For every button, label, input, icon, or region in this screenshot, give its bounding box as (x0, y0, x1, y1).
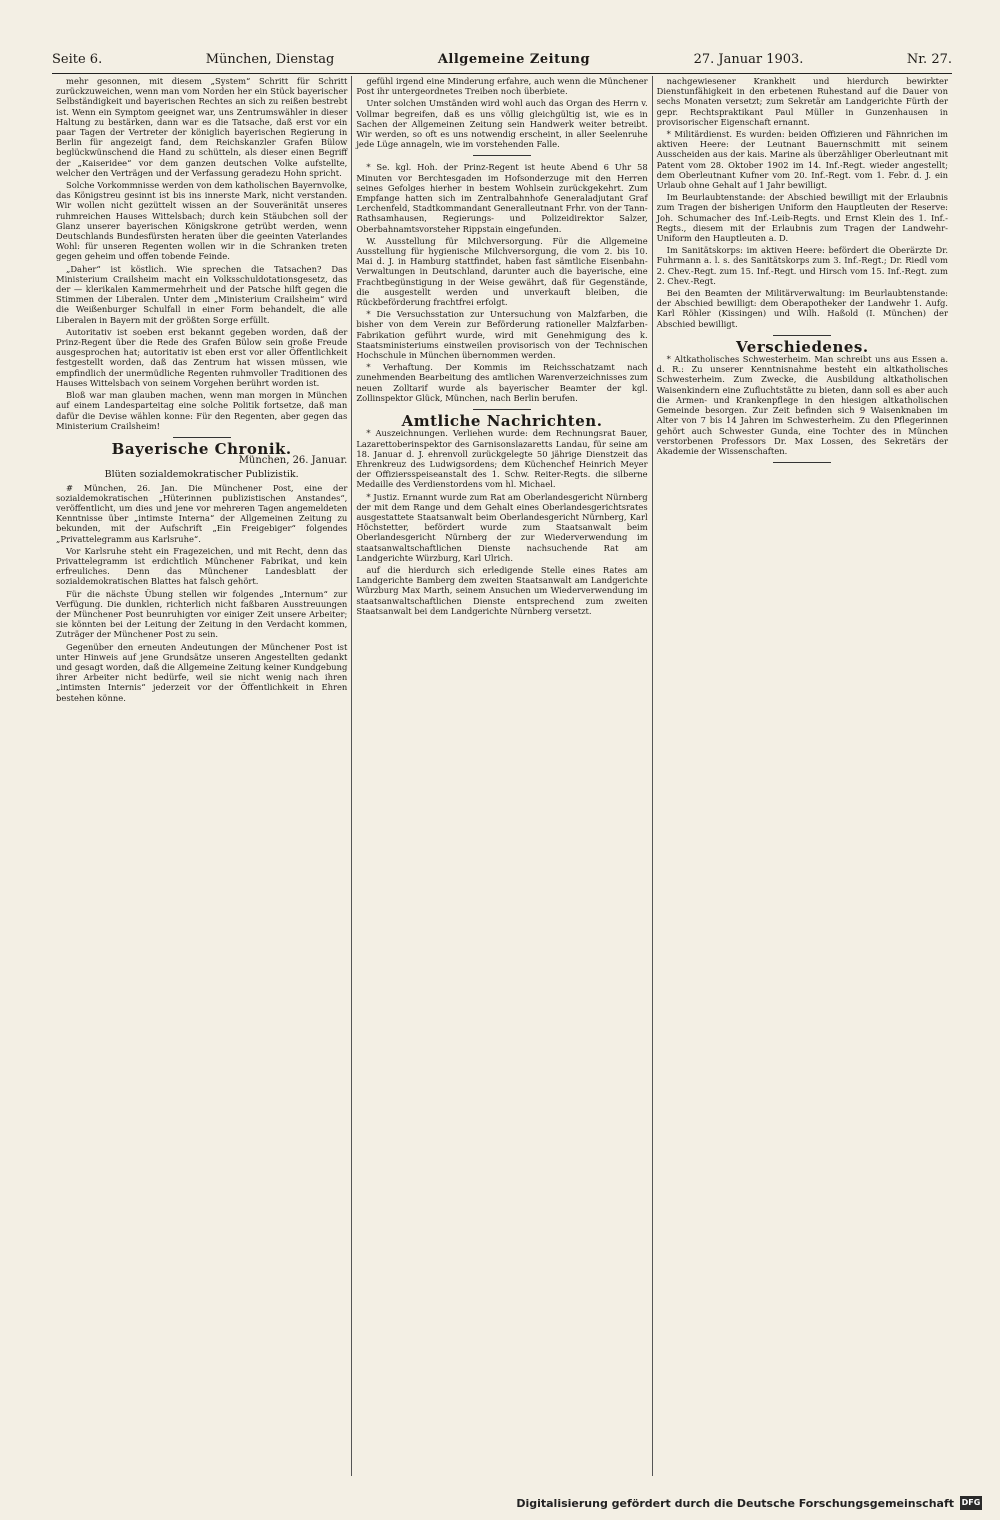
paragraph: Bei den Beamten der Militärverwaltung: im Beurlaubtenstande: der Abschied bewilligt: dem Oberapotheker der Landwehr 1. Aufg. Karl Röhler (Kissingen) und Wilh. Haßold (I. München) der Abschied bewilligt. (656, 288, 948, 329)
divider (773, 335, 831, 336)
dfg-logo-icon: DFG (960, 1496, 982, 1510)
paragraph: * Auszeichnungen. Verliehen wurde: dem Rechnungsrat Bauer, Lazarettoberinspektor des Garnisonslazaretts Landau, für seine am 18. Januar d. J. ehrenvoll zurückgelegte 50 jährige Dienstzeit das Ehrenkreuz des Ludwigsordens; dem Küchenchef Heinrich Meyer der Offiziersspeiseanstalt des 1. Schw. Reiter-Regts. die silberne Medaille des Verdienstordens vom hl. Michael. (356, 428, 648, 490)
columns (52, 76, 952, 1476)
paragraph: * Verhaftung. Der Kommis im Reichsschatzamt nach zunehmenden Bearbeitung des amtlichen Warenverzeichnisses zum neuen Zolltarif wurde als bayerischer Beamter der kgl. Zollinspektor Glück, München, nach Berlin berufen. (356, 362, 648, 403)
paragraph: * Justiz. Ernannt wurde zum Rat am Oberlandesgericht Nürnberg der mit dem Range und dem Gehalt eines Oberlandesgerichtsrates ausgestattete Staatsanwalt beim Oberlandesgericht Nürnberg, Karl Höchstetter, befördert wurde zum Staatsanwalt beim Oberlandesgericht Nürnberg der zur Wiederverwendung im staatsanwaltschaftlichen Dienste nachsuchende Rat am Landgerichte Würzburg, Karl Ulrich. (356, 491, 648, 563)
divider (773, 462, 831, 463)
paragraph: auf die hierdurch sich erledigende Stelle eines Rates am Landgerichte Bamberg dem zweiten Staatsanwalt am Landgerichte Würzburg Max Marth, seinem Ansuchen um Wiederverwendung im staatsanwaltschaftlichen Dienste entsprechend zum zweiten Staatsanwalt bei dem Landgerichte Nürnberg versetzt. (356, 564, 648, 616)
paragraph: Im Beurlaubtenstande: der Abschied bewilligt mit der Erlaubnis zum Tragen der bisherigen Uniform den Hauptleuten der Reserve: Joh. Schumacher des Inf.-Leib-Regts. und Ernst Klein des 1. Inf.-Regts., diesem mit der Erlaubnis zum Tragen der Landwehr-Uniform den Hauptleuten a. D. (656, 192, 948, 244)
paragraph: Unter solchen Umständen wird wohl auch das Organ des Herrn v. Vollmar begreifen, daß es uns völlig gleichgültig ist, wie es in Sachen der Allgemeinen Zeitung sein Handwerk weiter betreibt. Wir werden, so oft es uns notwendig erscheint, in aller Seelenruhe jede Lüge annageln, wie im vorstehenden Falle. (356, 98, 648, 150)
paragraph: Gegenüber den erneuten Andeutungen der Münchener Post ist unter Hinweis auf jene Grundsätze unseren Angestellten gedankt und gesagt worden, daß die Allgemeine Zeitung keiner Kundgebung ihrer Arbeiter nicht bedürfe, weil sie nicht wenig nach ihren „intimsten Internis“ jederzeit vor der Öffentlichkeit in Ehren bestehen könne. (56, 641, 348, 703)
newspaper-page (52, 52, 952, 1480)
paragraph: * Militärdienst. Es wurden: beiden Offizieren und Fähnrichen im aktiven Heere: der Leutnant Bauernschmitt mit seinem Ausscheiden aus der kais. Marine als überzähliger Oberleutnant mit Patent vom 28. Oktober 1902 im 14. Inf.-Regt. wieder angestellt; dem Oberleutnant Kufner vom 20. Inf.-Regt. vom 1. Febr. d. J. ein Urlaub ohne Gehalt auf 1 Jahr bewilligt. (656, 129, 948, 191)
section-heading: Bayerische Chronik. (111, 439, 292, 458)
column-1 (52, 76, 351, 1476)
footer (516, 1496, 982, 1510)
column-2 (351, 76, 651, 1476)
issue-number: Nr. 27. (906, 52, 952, 67)
paragraph: W. Ausstellung für Milchversorgung. Für die Allgemeine Ausstellung für hygienische Milchversorgung, die vom 2. bis 10. Mai d. J. in Hamburg stattfindet, haben fast sämtliche Eisenbahn-Verwaltungen in Deutschland, darunter auch die bayerische, eine Frachtbegünstigung in der Weise gewährt, daß für Gegenstände, die ausgestellt werden und unverkauft bleiben, die Rückbeförderung frachtfrei erfolgt. (356, 235, 648, 308)
masthead (52, 52, 952, 74)
divider (473, 409, 531, 410)
paragraph: Vor Karlsruhe steht ein Fragezeichen, und mit Recht, denn das Privattelegramm ist erdichtlich Münchener Fabrikat, und kein erfreuliches. Denn das Münchener Landesblatt der sozialdemokratischen Blattes hat falsch gehört. (56, 545, 348, 587)
paragraph: Solche Vorkommnisse werden von dem katholischen Bayernvolke, das Königstreu gesinnt ist bis ins innerste Mark, nicht verstanden. Wir wollen nicht gezüttelt wissen an der Souveränität unseres ruhmreichen Hauses Wittelsbach; durch kein Stäubchen soll der Glanz unserer bayerischen Königskrone getrübt werden, wenn Deutschlands Bundesfürsten heraten über die geeinten Vaterlandes Wohl: für unseren Regenten wollen wir in die Schranken treten gegen geheim und offen tobende Feinde. (56, 180, 348, 262)
paragraph: nachgewiesener Krankheit und hierdurch bewirkter Dienstunfähigkeit in den erbetenen Ruhestand auf die Dauer von sechs Monaten versetzt; zum Sekretär am Landgerichte Fürth der gepr. Rechtspraktikant Paul Müller in Gunzenhausen in provisorischer Eigenschaft ernannt. (656, 76, 948, 127)
dateline: München, 26. Januar. (238, 455, 348, 467)
newspaper-title: Allgemeine Zeitung (437, 52, 591, 67)
divider (473, 155, 531, 156)
paragraph: * Se. kgl. Hoh. der Prinz-Regent ist heute Abend 6 Uhr 58 Minuten vor Berchtesgaden im Hofsonderzuge mit den Herren seines Gefolges hierher in bestem Wohlsein zurückgekehrt. Zum Empfange hatten sich im Zentralbahnhofe Generaladjutant Graf Lerchenfeld, Stadtkommandant Generalleutnant Frhr. von der Tann-Rathsamhausen, Regierungs- und Polizeidirektor Salzer, Oberbahnamtsvorsteher Rippstain eingefunden. (356, 162, 648, 234)
paragraph: Autoritativ ist soeben erst bekannt gegeben worden, daß der Prinz-Regent über die Rede des Grafen Bülow sein große Freude ausgesprochen hat; autoritativ ist eben erst vor aller Öffentlichkeit festgestellt worden, daß das Zentrum hat wissen müssen, wie empfindlich der unermüdliche Regenten ruhmvoller Traditionen des Hauses Wittelsbach von seinem Vorgehen berührt worden ist. (56, 326, 348, 388)
footer-text: Digitalisierung gefördert durch die Deutsche Forschungsgemeinschaft (516, 1496, 954, 1510)
paragraph: # München, 26. Jan. Die Münchener Post, eine der sozialdemokratischen „Hüterinnen publizistischen Anstandes“, veröffentlicht, um dies und jene vor mehreren Tagen angemeldeten Kenntnisse über „intimste Interna“ der Allgemeinen Zeitung zu bekunden, mit der Aufschrift „Ein Freigebiger“ folgendes „Privattelegramm aus Karlsruhe“. (56, 482, 348, 544)
page-number: Seite 6. (52, 52, 103, 67)
paragraph: * Altkatholisches Schwesterheim. Man schreibt uns aus Essen a. d. R.: Zu unserer Kenntnisnahme besteht ein altkatholisches Schwesterheim. Zum Zwecke, die Ausbildung altkatholischen Waisenkindern eine Zufluchtstätte zu bieten, dann soll es aber auch die Armen- und Krankenpflege in den hiesigen altkatholischen Gemeinde besorgen. Zur Zeit befinden sich 9 Waisenknaben im Alter von 7 bis 14 Jahren im Schwesterheim. Zu den Pflegerinnen gehört auch Schwester Gunda, eine Tochter des in München verstorbenen Professors Dr. Max Lossen, des Sekretärs der Akademie der Wissenschaften. (656, 354, 948, 456)
place-day: München, Dienstag (205, 52, 335, 67)
paragraph: mehr gesonnen, mit diesem „System“ Schritt für Schritt zurückzuweichen, wenn man vom Norden her ein Stück bayerischer Selbständigkeit und bayerischen Rechtes an sich zu reißen bestrebt ist. Wenn ein Symptom geeignet war, uns Zentrumswähler in dieser Haltung zu bestärken, dann war es die Tatsache, daß erst vor ein paar Tagen der Vertreter der königlich bayerischen Regierung in Berlin für angezeigt fand, dem Reichskanzler Grafen Bülow beglückwünschend die Hand zu schütteln, als dieser einen Begriff der „Kaiseridee“ vor dem ganzen deutschen Volke aufstellte, welcher den Verträgen und der Verfassung geradezu Hohn spricht. (56, 76, 348, 178)
section-heading: Amtliche Nachrichten. (401, 412, 603, 431)
paragraph: Im Sanitätskorps: im aktiven Heere: befördert die Oberärzte Dr. Fuhrmann a. l. s. des Sanitätskorps zum 3. Inf.-Regt.; Dr. Riedl vom 2. Chev.-Regt. zum 15. Inf.-Regt. und Hirsch vom 15. Inf.-Regt. zum 2. Chev.-Regt. (656, 245, 948, 286)
column-3 (652, 76, 952, 1476)
sub-heading: Blüten sozialdemokratischer Publizistik. (104, 469, 299, 481)
paragraph: Für die nächste Übung stellen wir folgendes „Internum“ zur Verfügung. Die dunklen, richterlich nicht faßbaren Ausstreuungen der Münchener Post beunruhigten vor einiger Zeit unsere Arbeiter; sie könnten bei der Leitung der Zeitung in den Verdacht kommen, Zuträger der Münchener Post zu sein. (56, 588, 348, 640)
paragraph: gefühl irgend eine Minderung erfahre, auch wenn die Münchener Post ihr untergeordnetes Treiben noch überbiete. (356, 76, 648, 97)
paragraph: * Die Versuchsstation zur Untersuchung von Malzfarben, die bisher von dem Verein zur Beförderung rationeller Malzfarben-Fabrikation geführt wurde, wird mit Genehmigung des k. Staatsministeriums einstweilen provisorisch von der Technischen Hochschule in München übernommen werden. (356, 309, 648, 361)
paragraph: „Daher“ ist köstlich. Wie sprechen die Tatsachen? Das Ministerium Crailsheim macht ein Volksschuldotationsgesetz, das der — klerikalen Kammermehrheit und der Patsche hilft gegen die Stimmen der Liberalen. Unter dem „Ministerium Crailsheim“ wird die Weißenburger Schulfall in einer Form behandelt, die alle Liberalen in Bayern mit der größten Sorge erfüllt. (56, 263, 348, 325)
issue-date: 27. Januar 1903. (693, 52, 804, 67)
divider (173, 437, 231, 438)
section-heading: Verschiedenes. (736, 337, 869, 356)
paragraph: Bloß war man glauben machen, wenn man morgen in München auf einem Landesparteitag eine solche Politik fortsetze, daß man dafür die Devise wählen konne: Für den Regenten, aber gegen das Ministerium Crailsheim! (56, 390, 348, 431)
